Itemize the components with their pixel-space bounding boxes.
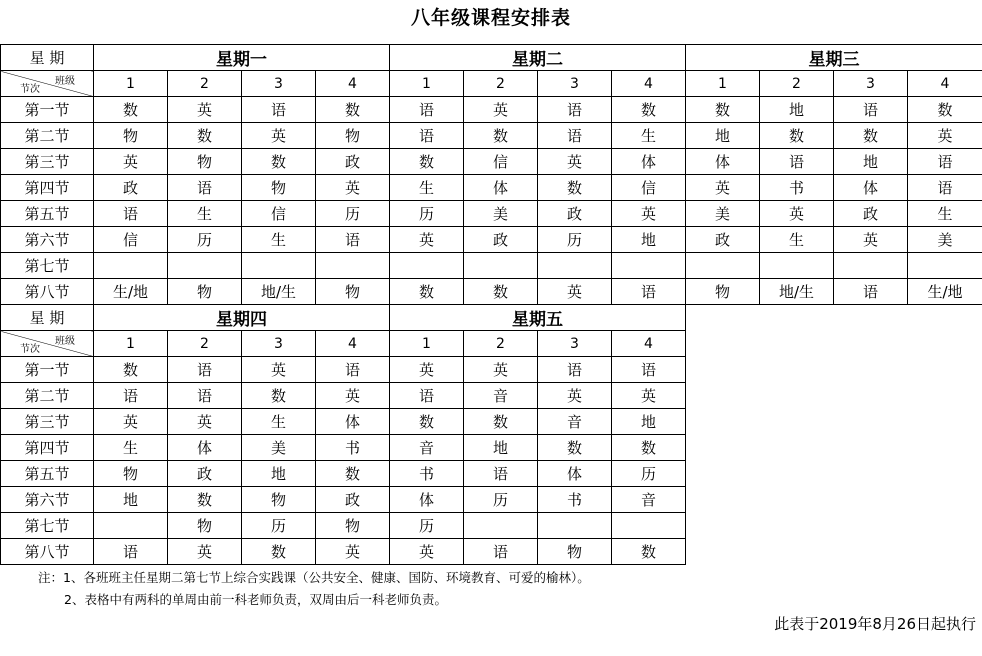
subject-cell: 英 (316, 539, 390, 565)
subject-cell: 地 (464, 435, 538, 461)
class-number: 3 (538, 71, 612, 97)
subject-cell: 音 (464, 383, 538, 409)
subject-cell: 英 (242, 123, 316, 149)
class-number: 4 (316, 71, 390, 97)
subject-cell: 英 (538, 149, 612, 175)
subject-cell: 语 (538, 357, 612, 383)
subject-cell: 数 (612, 97, 686, 123)
subject-cell: 地/生 (760, 279, 834, 305)
subject-cell: 语 (464, 539, 538, 565)
period-cell: 第八节 (1, 539, 94, 565)
class-number-row (1, 71, 982, 97)
subject-cell: 数 (242, 383, 316, 409)
subject-cell: 语 (94, 201, 168, 227)
subject-cell: 数 (538, 175, 612, 201)
subject-cell: 书 (538, 487, 612, 513)
subject-cell: 体 (464, 175, 538, 201)
subject-cell: 音 (390, 435, 464, 461)
period-cell: 第八节 (1, 279, 94, 305)
class-number: 4 (612, 331, 686, 357)
subject-cell: 地 (242, 461, 316, 487)
subject-cell: 书 (390, 461, 464, 487)
class-number: 4 (612, 71, 686, 97)
class-number: 3 (538, 331, 612, 357)
subject-cell: 生 (168, 201, 242, 227)
period-cell: 第七节 (1, 513, 94, 539)
class-number: 2 (760, 71, 834, 97)
diagonal-header-cell (1, 71, 94, 97)
subject-cell: 美 (464, 201, 538, 227)
subject-cell: 数 (94, 97, 168, 123)
subject-cell: 数 (168, 487, 242, 513)
table-row (1, 175, 982, 201)
day-header-row (1, 45, 982, 71)
subject-cell: 信 (612, 175, 686, 201)
subject-cell: 地 (834, 149, 908, 175)
subject-cell: 政 (464, 227, 538, 253)
subject-cell: 物 (168, 513, 242, 539)
subject-cell: 语 (464, 461, 538, 487)
subject-cell: 语 (834, 97, 908, 123)
subject-cell: 语 (168, 383, 242, 409)
subject-cell: 英 (390, 539, 464, 565)
subject-cell: 政 (94, 175, 168, 201)
class-number: 1 (686, 71, 760, 97)
subject-cell: 语 (612, 279, 686, 305)
subject-cell: 体 (612, 149, 686, 175)
class-number: 3 (834, 71, 908, 97)
period-cell: 第六节 (1, 227, 94, 253)
class-number: 2 (464, 331, 538, 357)
subject-cell: 语 (390, 97, 464, 123)
day-header: 星期五 (390, 305, 686, 331)
class-label: 班级 (55, 76, 75, 87)
class-number: 2 (168, 331, 242, 357)
subject-cell: 地 (686, 123, 760, 149)
subject-cell: 语 (538, 97, 612, 123)
subject-cell: 语 (242, 97, 316, 123)
subject-cell: 地 (94, 487, 168, 513)
subject-cell: 数 (168, 123, 242, 149)
subject-cell: 地/生 (242, 279, 316, 305)
subject-cell: 政 (538, 201, 612, 227)
page-title: 八年级课程安排表 (410, 7, 571, 29)
period-cell: 第七节 (1, 253, 94, 279)
subject-cell: 语 (612, 357, 686, 383)
subject-cell: 数 (94, 357, 168, 383)
subject-cell: 英 (168, 409, 242, 435)
subject-cell (316, 253, 390, 279)
period-label: 节次 (20, 344, 40, 355)
subject-cell: 历 (612, 461, 686, 487)
subject-cell: 数 (390, 149, 464, 175)
empty-area (686, 305, 982, 565)
subject-cell: 体 (390, 487, 464, 513)
effective-date: 此表于2019年8月26日起执行 (774, 615, 976, 633)
class-number: 2 (464, 71, 538, 97)
class-number: 3 (242, 71, 316, 97)
subject-cell: 数 (834, 123, 908, 149)
subject-cell: 英 (94, 409, 168, 435)
day-header: 星期三 (686, 45, 982, 71)
weekday-label: 星 期 (1, 305, 94, 331)
subject-cell: 历 (464, 487, 538, 513)
period-cell: 第一节 (1, 357, 94, 383)
subject-cell: 数 (316, 97, 390, 123)
subject-cell: 历 (390, 201, 464, 227)
subject-cell: 物 (316, 123, 390, 149)
subject-cell: 英 (390, 227, 464, 253)
subject-cell: 英 (464, 357, 538, 383)
subject-cell: 政 (834, 201, 908, 227)
period-cell: 第二节 (1, 123, 94, 149)
period-cell: 第六节 (1, 487, 94, 513)
subject-cell: 政 (316, 487, 390, 513)
subject-cell: 语 (94, 539, 168, 565)
subject-cell: 信 (464, 149, 538, 175)
subject-cell: 生 (612, 123, 686, 149)
subject-cell: 语 (538, 123, 612, 149)
subject-cell: 语 (390, 383, 464, 409)
subject-cell: 语 (168, 175, 242, 201)
class-number: 1 (390, 71, 464, 97)
subject-cell: 语 (316, 357, 390, 383)
subject-cell: 地 (612, 409, 686, 435)
subject-cell: 历 (538, 227, 612, 253)
subject-cell: 历 (168, 227, 242, 253)
subject-cell: 数 (464, 123, 538, 149)
class-label: 班级 (55, 336, 75, 347)
subject-cell: 语 (94, 383, 168, 409)
subject-cell: 美 (242, 435, 316, 461)
class-number: 2 (168, 71, 242, 97)
class-number: 1 (94, 71, 168, 97)
diagonal-header-cell (1, 331, 94, 357)
subject-cell: 数 (316, 461, 390, 487)
subject-cell: 物 (168, 149, 242, 175)
subject-cell: 体 (316, 409, 390, 435)
period-label: 节次 (20, 84, 40, 95)
subject-cell: 英 (168, 539, 242, 565)
period-cell: 第五节 (1, 461, 94, 487)
subject-cell: 数 (686, 97, 760, 123)
subject-cell: 生 (390, 175, 464, 201)
subject-cell: 语 (908, 175, 982, 201)
period-cell: 第五节 (1, 201, 94, 227)
subject-cell: 物 (242, 175, 316, 201)
subject-cell: 生/地 (94, 279, 168, 305)
subject-cell: 英 (316, 383, 390, 409)
subject-cell: 书 (316, 435, 390, 461)
subject-cell (464, 513, 538, 539)
day-header: 星期二 (390, 45, 686, 71)
subject-cell: 地 (612, 227, 686, 253)
subject-cell: 体 (834, 175, 908, 201)
day-header: 星期四 (94, 305, 390, 331)
table-row (1, 201, 982, 227)
subject-cell: 英 (242, 357, 316, 383)
class-number: 1 (94, 331, 168, 357)
subject-cell: 历 (316, 201, 390, 227)
subject-cell: 美 (686, 201, 760, 227)
table-row (1, 279, 982, 305)
subject-cell: 物 (168, 279, 242, 305)
subject-cell (760, 253, 834, 279)
class-number: 4 (316, 331, 390, 357)
subject-cell: 体 (686, 149, 760, 175)
subject-cell: 物 (538, 539, 612, 565)
subject-cell: 英 (612, 383, 686, 409)
subject-cell: 历 (242, 513, 316, 539)
subject-cell: 音 (538, 409, 612, 435)
subject-cell: 物 (316, 513, 390, 539)
subject-cell: 生 (242, 409, 316, 435)
subject-cell (464, 253, 538, 279)
subject-cell: 地 (760, 97, 834, 123)
subject-cell: 数 (464, 409, 538, 435)
subject-cell: 英 (612, 201, 686, 227)
subject-cell: 数 (612, 435, 686, 461)
subject-cell: 数 (390, 279, 464, 305)
subject-cell: 英 (94, 149, 168, 175)
subject-cell: 数 (464, 279, 538, 305)
day-header-row (1, 305, 982, 331)
schedule-table (0, 44, 982, 565)
subject-cell: 数 (760, 123, 834, 149)
period-cell: 第一节 (1, 97, 94, 123)
subject-cell: 信 (94, 227, 168, 253)
period-cell: 第三节 (1, 409, 94, 435)
subject-cell: 数 (242, 149, 316, 175)
subject-cell: 数 (538, 435, 612, 461)
weekday-label: 星 期 (1, 45, 94, 71)
subject-cell: 体 (538, 461, 612, 487)
subject-cell: 物 (686, 279, 760, 305)
subject-cell (686, 253, 760, 279)
subject-cell: 历 (390, 513, 464, 539)
subject-cell: 数 (390, 409, 464, 435)
subject-cell: 物 (94, 461, 168, 487)
subject-cell: 英 (390, 357, 464, 383)
subject-cell (168, 253, 242, 279)
subject-cell (834, 253, 908, 279)
subject-cell: 语 (168, 357, 242, 383)
subject-cell (538, 253, 612, 279)
period-cell: 第二节 (1, 383, 94, 409)
subject-cell: 生 (760, 227, 834, 253)
table-row (1, 123, 982, 149)
period-cell: 第四节 (1, 175, 94, 201)
subject-cell: 生 (94, 435, 168, 461)
subject-cell: 生 (242, 227, 316, 253)
subject-cell: 体 (168, 435, 242, 461)
period-cell: 第三节 (1, 149, 94, 175)
subject-cell: 生/地 (908, 279, 982, 305)
subject-cell (94, 513, 168, 539)
subject-cell: 英 (686, 175, 760, 201)
table-row (1, 97, 982, 123)
subject-cell: 物 (316, 279, 390, 305)
subject-cell: 政 (168, 461, 242, 487)
subject-cell: 生 (908, 201, 982, 227)
subject-cell: 美 (908, 227, 982, 253)
subject-cell: 物 (94, 123, 168, 149)
subject-cell (242, 253, 316, 279)
subject-cell: 英 (908, 123, 982, 149)
note-2: 2、表格中有两科的单周由前一科老师负责，双周由后一科老师负责。 (64, 592, 447, 607)
subject-cell: 语 (316, 227, 390, 253)
subject-cell (612, 513, 686, 539)
subject-cell: 政 (316, 149, 390, 175)
class-number: 3 (242, 331, 316, 357)
subject-cell: 数 (242, 539, 316, 565)
subject-cell: 语 (760, 149, 834, 175)
subject-cell: 政 (686, 227, 760, 253)
subject-cell: 书 (760, 175, 834, 201)
subject-cell: 信 (242, 201, 316, 227)
note-1: 注：1、各班班主任星期二第七节上综合实践课（公共安全、健康、国防、环境教育、可爱的榆林）。 (38, 570, 590, 585)
period-cell: 第四节 (1, 435, 94, 461)
subject-cell: 英 (538, 279, 612, 305)
subject-cell: 物 (242, 487, 316, 513)
day-header: 星期一 (94, 45, 390, 71)
subject-cell: 英 (834, 227, 908, 253)
table-row (1, 227, 982, 253)
subject-cell (390, 253, 464, 279)
subject-cell: 语 (834, 279, 908, 305)
subject-cell: 音 (612, 487, 686, 513)
class-number: 4 (908, 71, 982, 97)
table-row (1, 149, 982, 175)
subject-cell: 数 (612, 539, 686, 565)
subject-cell: 语 (390, 123, 464, 149)
subject-cell: 英 (464, 97, 538, 123)
subject-cell: 数 (908, 97, 982, 123)
table-row (1, 253, 982, 279)
subject-cell (538, 513, 612, 539)
subject-cell: 英 (760, 201, 834, 227)
class-number: 1 (390, 331, 464, 357)
subject-cell: 语 (908, 149, 982, 175)
subject-cell: 英 (316, 175, 390, 201)
subject-cell (94, 253, 168, 279)
subject-cell (908, 253, 982, 279)
subject-cell (612, 253, 686, 279)
subject-cell: 英 (168, 97, 242, 123)
subject-cell: 英 (538, 383, 612, 409)
